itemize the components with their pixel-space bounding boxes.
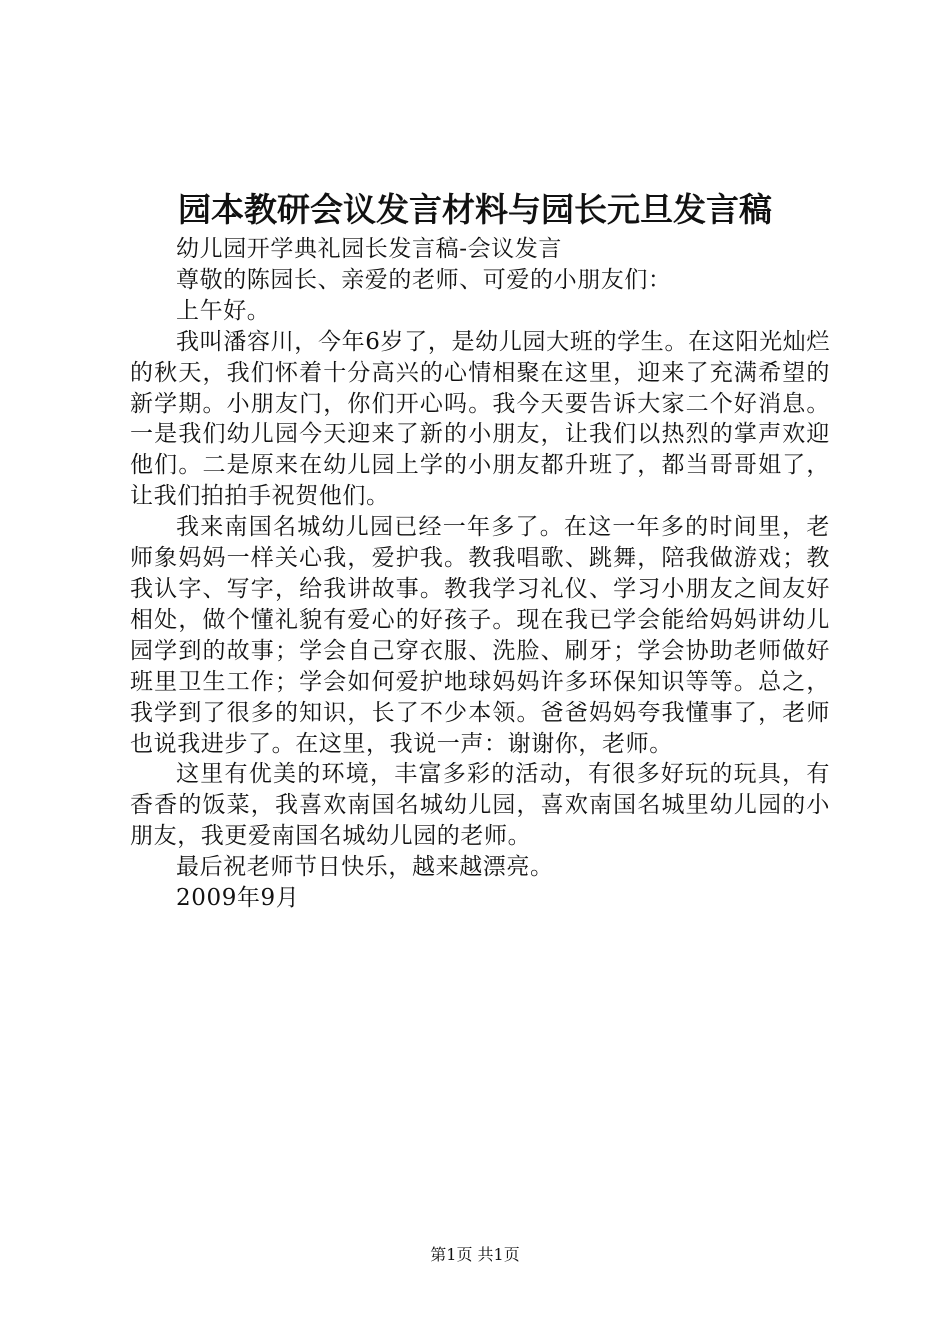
paragraph-subtitle: 幼儿园开学典礼园长发言稿-会议发言	[176, 236, 562, 262]
document-title: 园本教研会议发言材料与园长元旦发言稿	[178, 190, 772, 229]
paragraph-salutation: 尊敬的陈园长、亲爱的老师、可爱的小朋友们：	[176, 266, 672, 293]
page-footer: 第1页 共1页	[430, 1245, 520, 1264]
paragraph-introduction: 我叫潘容川，今年6岁了，是幼儿园大班的学生。在这阳光灿烂的秋天，我们怀着十分高兴的心情相聚在这里，迎来了充满希望的新学期。小朋友门，你们开心吗。我今天要告诉大家二个好消息。一是我们幼儿园今天迎来了新的小朋友，让我们以热烈的掌声欢迎他们。二是原来在幼儿园上学的小朋友都升班了，都当哥哥姐了，让我们拍拍手祝贺他们。	[130, 328, 830, 510]
paragraph-environment: 这里有优美的环境，丰富多彩的活动，有很多好玩的玩具，有香香的饭菜，我喜欢南国名城幼儿园，喜欢南国名城里幼儿园的小朋友，我更爱南国名城幼儿园的老师。	[130, 761, 830, 850]
paragraph-date: 2009年9月	[176, 885, 300, 912]
document-body	[130, 234, 830, 914]
paragraph-greeting: 上午好。	[176, 297, 271, 324]
paragraph-closing: 最后祝老师节日快乐，越来越漂亮。	[176, 854, 554, 881]
paragraph-experience: 我来南国名城幼儿园已经一年多了。在这一年多的时间里，老师象妈妈一样关心我，爱护我。教我唱歌、跳舞，陪我做游戏；教我认字、写字，给我讲故事。教我学习礼仪、学习小朋友之间友好相处，做个懂礼貌有爱心的好孩子。现在我已学会能给妈妈讲幼儿园学到的故事；学会自己穿衣服、洗脸、刷牙；学会协助老师做好班里卫生工作；学会如何爱护地球妈妈许多环保知识等等。总之，我学到了很多的知识，长了不少本领。爸爸妈妈夸我懂事了，老师也说我进步了。在这里，我说一声：谢谢你，老师。	[130, 514, 830, 757]
